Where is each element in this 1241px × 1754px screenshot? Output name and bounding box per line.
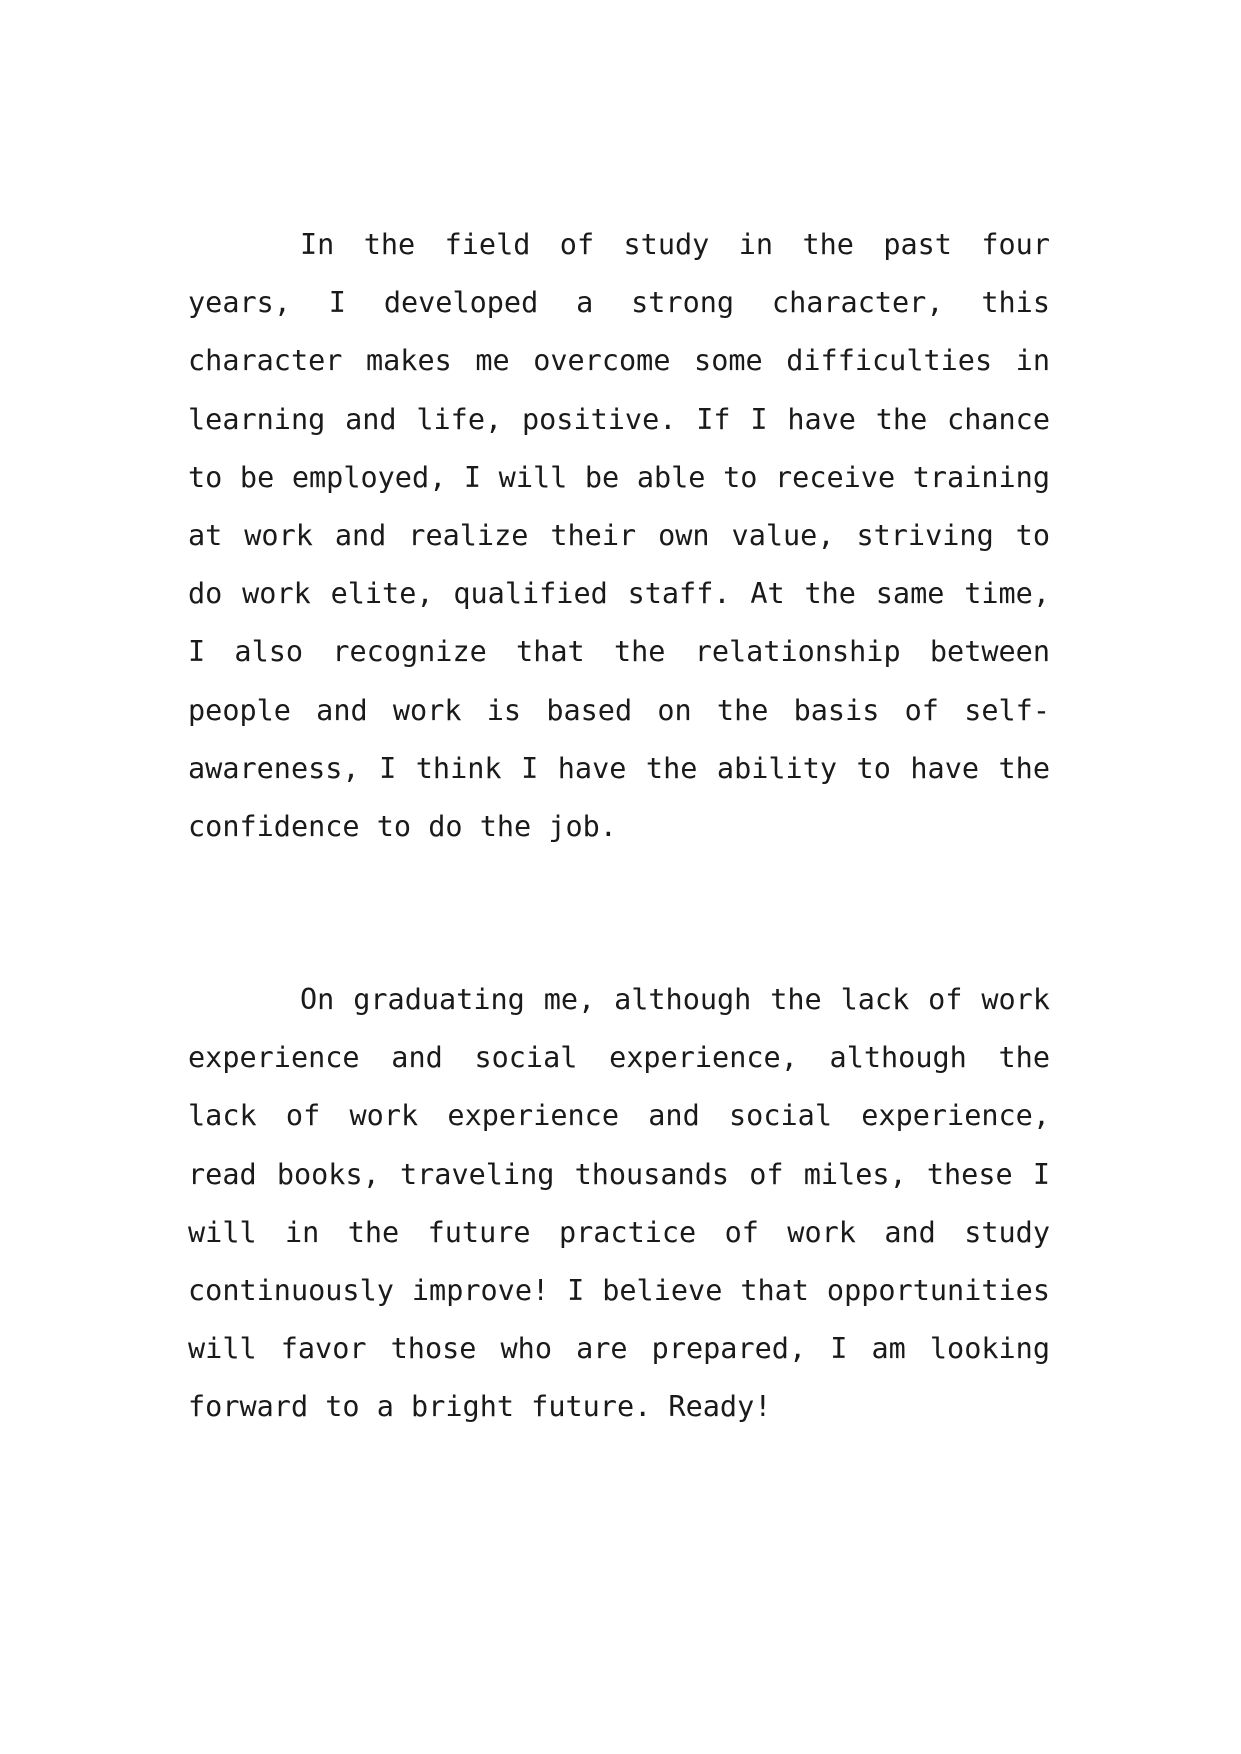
body-paragraph: On graduating me, although the lack of work experience and social experience, although the lack of work experience and social experience, read books, traveling thousands of miles, these I will in the future practice of work and study continuously improve! I believe that opportunities will favor those who are prepared, I am looking forward to a bright future. Ready!: [188, 983, 1050, 1424]
body-paragraph: In the field of study in the past four years, I developed a strong character, this character makes me overcome some difficulties in learning and life, positive. If I have the chance to be employed, I will be able to receive training at work and realize their own value, striving to do work elite, qualified staff. At the same time, I also recognize that the relationship between people and work is based on the basis of self-awareness, I think I have the ability to have the confidence to do the job.: [188, 228, 1050, 844]
